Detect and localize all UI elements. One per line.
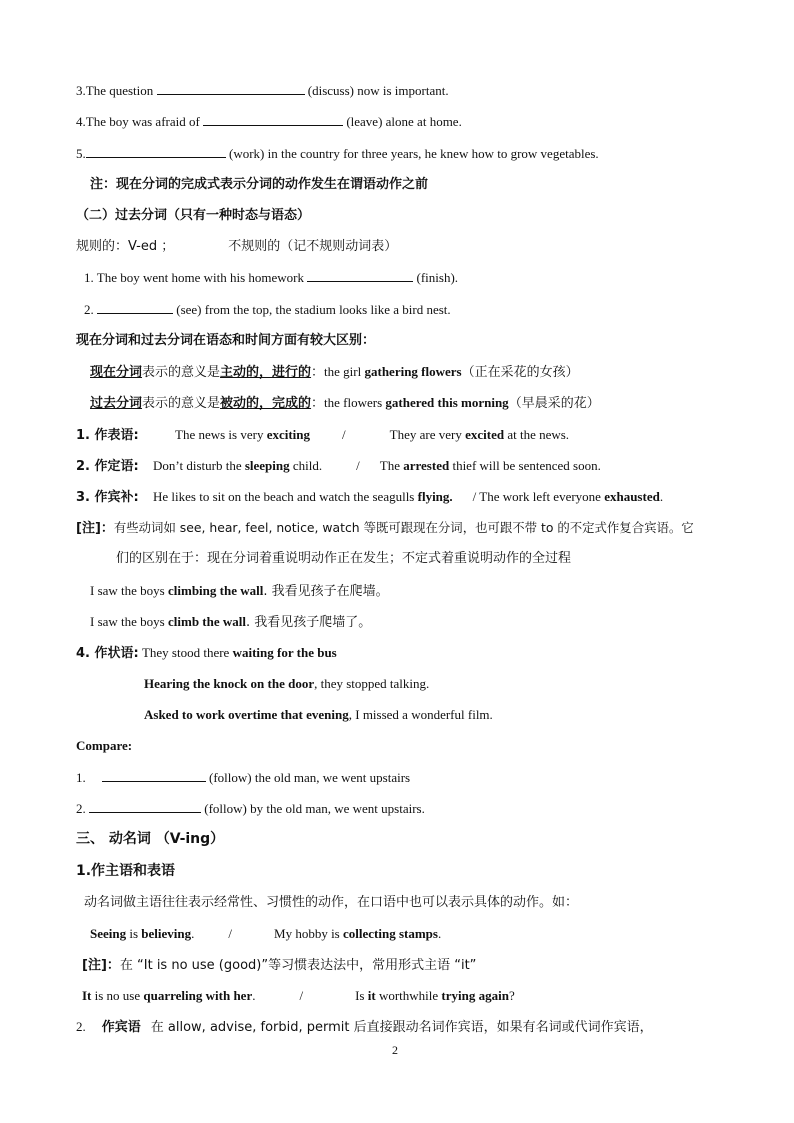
- gerund-example-1: Seeing is believing. / My hobby is collecting stamps.: [90, 926, 442, 941]
- example-climbing: I saw the boys climbing the wall. 我看见孩子在爬墙。: [90, 583, 389, 599]
- answer-blank[interactable]: [307, 269, 413, 282]
- participle-exercise-2: 2. (see) from the top, the stadium looks like a bird nest.: [84, 302, 451, 317]
- past-participle-meaning: 过去分词表示的意义是被动的，完成的：the flowers gathered this morning（早晨采的花）: [90, 395, 600, 411]
- example-climb: I saw the boys climb the wall. 我看见孩子爬墙了。: [90, 614, 372, 630]
- usage-object-complement: 3. 作宾补: He likes to sit on the beach and watch the seagulls flying. / The work left everyone exhausted.: [76, 489, 664, 505]
- note-perfect-participle: 注：现在分词的完成式表示分词的动作发生在谓语动作之前: [90, 177, 429, 192]
- regular-irregular-line: 规则的：V-ed ； 不规则的（记不规则动词表）: [76, 239, 398, 254]
- participle-exercise-1: 1. The boy went home with his homework (finish).: [84, 270, 459, 285]
- section-title-gerund: 三、 动名词 （V-ing）: [76, 831, 225, 847]
- answer-blank[interactable]: [89, 800, 201, 813]
- note-compound-object-cont: 们的区别在于：现在分词着重说明动作正在发生；不定式着重说明动作的全过程: [116, 551, 572, 566]
- answer-blank[interactable]: [203, 113, 343, 126]
- answer-blank[interactable]: [86, 145, 226, 158]
- answer-blank[interactable]: [157, 82, 305, 95]
- exercise-3: 3.The question (discuss) now is important.: [76, 83, 449, 98]
- exercise-5: 5. (work) in the country for three years, he knew how to grow vegetables.: [76, 146, 599, 161]
- gerund-subject-desc: 动名词做主语往往表示经常性、习惯性的动作，在口语中也可以表示具体的动作。如：: [84, 895, 579, 910]
- answer-blank[interactable]: [97, 301, 173, 314]
- adverbial-example-2: Hearing the knock on the door, they stopped talking.: [144, 676, 430, 691]
- difference-heading: 现在分词和过去分词在语态和时间方面有较大区别：: [76, 333, 376, 348]
- adverbial-example-3: Asked to work overtime that evening, I missed a wonderful film.: [144, 707, 493, 722]
- usage-attributive: 2. 作定语: Don’t disturb the sleeping child. / The arrested thief will be sentenced soon.: [76, 458, 601, 474]
- compare-exercise-2: 2. (follow) by the old man, we went upstairs.: [76, 801, 425, 816]
- usage-adverbial: 4. 作状语: They stood there waiting for the bus: [76, 645, 337, 661]
- present-participle-meaning: 现在分词表示的意义是主动的，进行的：the girl gathering flowers（正在采花的女孩）: [90, 364, 579, 380]
- note-formal-subject: [注]：在 “It is no use (good)”等习惯表达法中，常用形式主语 “it”: [82, 958, 477, 973]
- page-number: 2: [392, 1043, 398, 1057]
- note-compound-object: [注]：有些动词如 see, hear, feel, notice, watch 等既可跟现在分词，也可跟不带 to 的不定式作复合宾语。它: [76, 520, 694, 536]
- exercise-4: 4.The boy was afraid of (leave) alone at home.: [76, 114, 462, 129]
- section-title-past-participle: （二）过去分词（只有一种时态与语态）: [76, 208, 311, 223]
- compare-heading: Compare:: [76, 738, 133, 753]
- gerund-subject-heading: 1.作主语和表语: [76, 863, 176, 879]
- answer-blank[interactable]: [102, 769, 206, 782]
- gerund-object-heading: 2. 作宾语 在 allow, advise, forbid, permit 后直接跟动名词作宾语，如果有名词或代词作宾语，: [76, 1019, 653, 1035]
- compare-exercise-1: 1. (follow) the old man, we went upstairs: [76, 770, 411, 785]
- gerund-example-2: It is no use quarreling with her. / Is it worthwhile trying again?: [82, 988, 515, 1003]
- usage-predicative: 1. 作表语: The news is very exciting / They are very excited at the news.: [76, 427, 570, 443]
